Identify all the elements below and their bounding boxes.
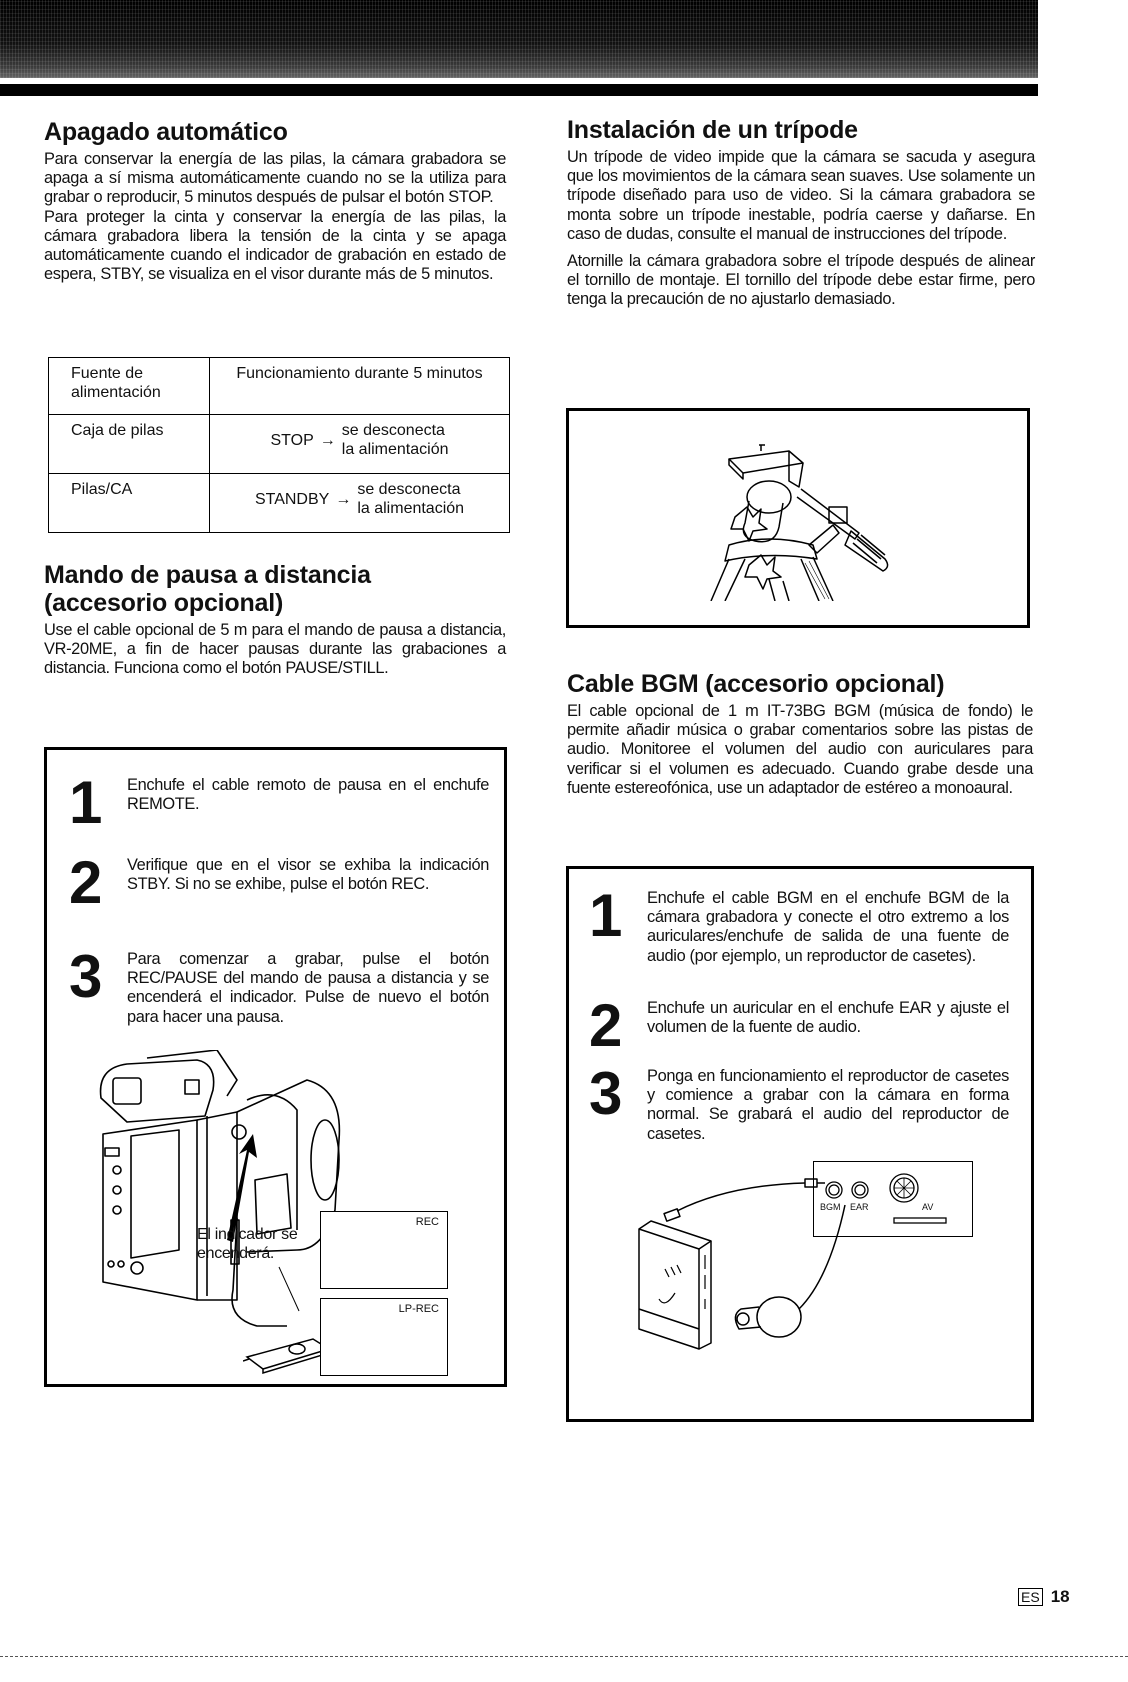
indicator-callout-line-1: El indicador se xyxy=(197,1226,298,1243)
table-cell-state: STOP xyxy=(270,431,314,449)
step-number: 1 xyxy=(589,882,621,949)
remote-pause-title xyxy=(44,561,506,617)
step-text: Ponga en funcionamiento el reproductor de casetes y comience a grabar con la cámara en forma normal. Se grabará el audio del reproductor de casetes. xyxy=(647,1067,1009,1143)
footer-rule xyxy=(0,1656,1128,1657)
callout-leader-line xyxy=(277,1265,307,1315)
indicator-callout-line-2: encenderá. xyxy=(197,1245,275,1262)
step-text: Enchufe el cable remoto de pausa en el enchufe REMOTE. xyxy=(127,776,489,814)
arrow-right-icon: → xyxy=(335,490,352,508)
page-footer xyxy=(1018,1587,1070,1607)
step-number: 2 xyxy=(589,992,621,1059)
remote-pause-steps-box xyxy=(44,747,507,1387)
step-number: 1 xyxy=(69,769,101,836)
tripod-paragraph-1: Un trípode de video impide que la cámara se sacuda y asegura que los movimientos de la cámara sean suaves. Use solamente un trípode diseñado para uso de video. Si la cámara grabadora se monta sobre un trípode inestable, podría caerse y dañarse. En caso de dudas, consulte el manual de instrucciones del trípode. xyxy=(567,148,1035,243)
table-header-row xyxy=(49,358,510,415)
arrow-right-icon: → xyxy=(319,431,336,449)
jack-label-ear: EAR xyxy=(850,1202,869,1212)
bgm-paragraph: El cable opcional de 1 m IT-73BG BGM (música de fondo) le permite añadir música o grabar comentarios sobre las pistas de audio. Monitoree el volumen del audio con auriculares para verificar si el volumen es adecuado. Cuando grabe desde una fuente estereofónica, use un adaptador de estéreo a monoaural. xyxy=(567,702,1033,797)
bgm-title: Cable BGM (accesorio opcional) xyxy=(567,670,945,698)
remote-pause-paragraph: Use el cable opcional de 5 m para el mando de pausa a distancia, VR-20ME, a fin de hacer pausas durante las grabaciones a distancia. Funciona como el botón PAUSE/STILL. xyxy=(44,621,506,678)
table-cell-result-1: se desconecta xyxy=(341,422,445,439)
table-cell-state: STANDBY xyxy=(254,490,330,508)
jack-label-bgm: BGM xyxy=(820,1202,841,1212)
language-badge: ES xyxy=(1018,1588,1043,1606)
table-cell-result-2: la alimentación xyxy=(357,500,465,517)
step-text: Verifique que en el visor se exhiba la indicación STBY. Si no se exhibe, pulse el botón REC. xyxy=(127,856,489,894)
step-1 xyxy=(589,882,1009,966)
indicator-callout xyxy=(197,1225,297,1263)
remote-pause-title-line-1: Mando de pausa a distancia xyxy=(44,561,371,589)
viewfinder-screen-rec xyxy=(320,1211,448,1289)
auto-off-title: Apagado automático xyxy=(44,118,288,146)
table-row xyxy=(49,474,510,533)
tripod-illustration xyxy=(709,441,909,601)
screen-label-rec: REC xyxy=(415,1216,439,1228)
step-3 xyxy=(589,1060,1009,1144)
table-row xyxy=(49,415,510,474)
table-cell-source: Pilas/CA xyxy=(49,474,210,533)
camcorder-remote-illustration xyxy=(87,1050,347,1330)
viewfinder-screen-lp-rec xyxy=(320,1298,448,1376)
step-2 xyxy=(69,849,489,916)
step-2 xyxy=(589,992,1009,1059)
table-cell-result-1: se desconecta xyxy=(357,481,461,498)
remote-pause-section xyxy=(44,561,506,679)
auto-off-section xyxy=(44,118,506,284)
bgm-steps-box xyxy=(566,866,1034,1422)
screen-label-lp-rec: LP-REC xyxy=(398,1303,439,1315)
auto-off-paragraph-1: Para conservar la energía de las pilas, la cámara grabadora se apaga a sí misma automáticamente cuando no se la utiliza para grabar o reproducir, 5 minutos después de pulsar el botón STOP. xyxy=(44,150,506,207)
step-text: Enchufe un auricular en el enchufe EAR y ajuste el volumen de la fuente de audio. xyxy=(647,999,1009,1037)
table-cell-operation xyxy=(210,474,510,533)
table-cell-operation xyxy=(210,415,510,474)
page-number: 18 xyxy=(1050,1587,1070,1606)
step-text: Enchufe el cable BGM en el enchufe BGM de la cámara grabadora y conecte el otro extremo a los auriculares/enchufe de salida de una fuente de audio (por ejemplo, un reproductor de casetes). xyxy=(647,889,1009,965)
table-cell-source: Caja de pilas xyxy=(49,415,210,474)
table-header-operation: Funcionamiento durante 5 minutos xyxy=(210,358,510,415)
header-banner xyxy=(0,0,1038,78)
header-rule xyxy=(0,84,1038,96)
table-header-source: Fuente de alimentación xyxy=(49,358,210,415)
step-number: 2 xyxy=(69,849,101,916)
step-3 xyxy=(69,943,489,1027)
auto-off-paragraph-2: Para proteger la cinta y conservar la energía de las pilas, la cámara grabadora libera la tensión de la cinta y se apaga automáticamente cuando el indicador de grabación en estado de espera, STBY, se visualiza en el visor durante más de 5 minutos. xyxy=(44,207,506,284)
step-1 xyxy=(69,769,489,836)
remote-pause-title-line-2: (accesorio opcional) xyxy=(44,589,284,617)
step-text: Para comenzar a grabar, pulse el botón REC/PAUSE del mando de pausa a distancia y se encenderá el indicador. Pulse de nuevo el botón para hacer una pausa. xyxy=(127,950,489,1026)
tripod-section xyxy=(567,116,1035,310)
cassette-earphone-illustration xyxy=(629,1159,919,1379)
table-cell-result-2: la alimentación xyxy=(341,441,449,458)
step-number: 3 xyxy=(589,1060,621,1127)
jack-label-av: AV xyxy=(922,1202,934,1212)
bgm-section xyxy=(567,670,1033,798)
tripod-paragraph-2: Atornille la cámara grabadora sobre el trípode después de alinear el tornillo de montaje. El tornillo del trípode debe estar firme, pero tenga la precaución de no ajustarlo demasiado. xyxy=(567,252,1035,309)
step-number: 3 xyxy=(69,943,101,1010)
power-source-table xyxy=(48,357,510,533)
tripod-title: Instalación de un trípode xyxy=(567,116,858,144)
tripod-illustration-box xyxy=(566,408,1030,628)
